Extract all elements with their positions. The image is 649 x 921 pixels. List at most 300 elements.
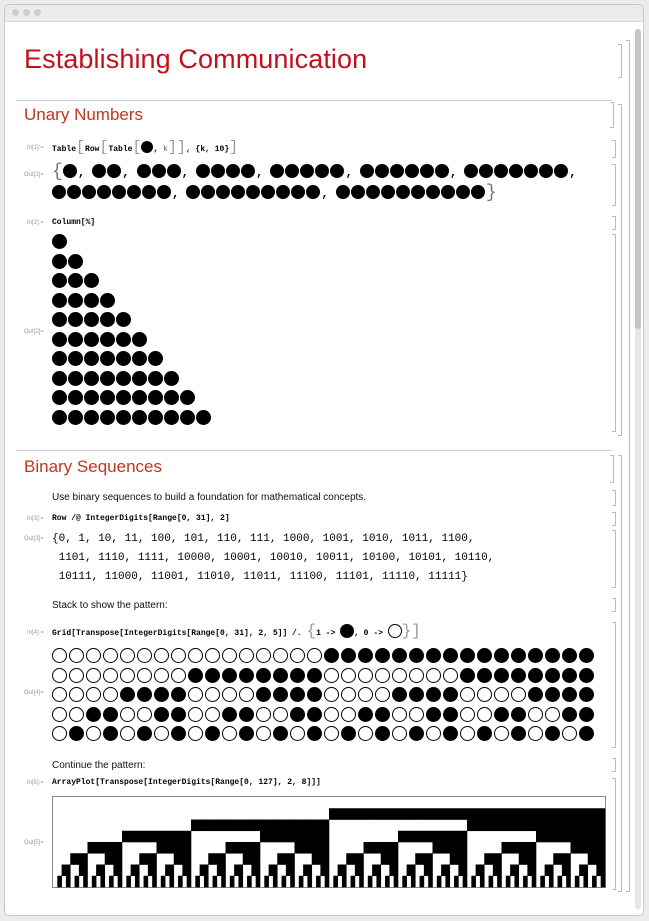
cell-bracket[interactable] <box>612 758 616 772</box>
plot-cell <box>381 842 386 854</box>
code-token: Table <box>52 145 77 154</box>
filled-disk <box>103 726 118 741</box>
plot-cell <box>545 808 550 820</box>
plot-cell <box>454 842 459 854</box>
filled-disk <box>222 707 237 722</box>
plot-cell <box>463 865 468 877</box>
hollow-circle <box>171 648 186 663</box>
section-title-unary: Unary Numbers <box>24 105 144 124</box>
filled-disk <box>127 185 141 199</box>
cell-bracket[interactable] <box>612 490 616 506</box>
plot-cell <box>307 876 312 888</box>
plot-cell <box>174 842 179 854</box>
cell-bracket[interactable] <box>612 216 616 230</box>
filled-disk <box>426 707 441 722</box>
plot-cell <box>506 820 511 832</box>
filled-disk <box>68 293 83 308</box>
hollow-circle <box>358 687 373 702</box>
plot-cell <box>70 853 75 865</box>
hollow-circle <box>120 668 135 683</box>
filled-disk <box>132 332 147 347</box>
plot-cell <box>394 842 399 854</box>
plot-cell <box>269 865 274 877</box>
filled-disk <box>84 293 99 308</box>
filled-disk <box>82 185 96 199</box>
plot-cell <box>592 820 597 832</box>
hollow-circle <box>341 668 356 683</box>
filled-disk <box>443 648 458 663</box>
plot-cell <box>549 831 554 843</box>
filled-disk-icon <box>340 624 354 638</box>
plot-cell <box>583 831 588 843</box>
plot-cell <box>471 876 476 888</box>
filled-disk <box>579 668 594 683</box>
plot-cell <box>303 831 308 843</box>
separator: , <box>345 166 360 180</box>
plot-cell <box>476 865 481 877</box>
cell-bracket[interactable] <box>612 512 616 526</box>
filled-disk <box>157 185 171 199</box>
output-cell-3[interactable] <box>52 530 494 587</box>
plot-cell <box>333 808 338 820</box>
hollow-circle <box>222 687 237 702</box>
plot-cell <box>549 865 554 877</box>
plot-cell <box>118 853 123 865</box>
filled-disk <box>358 707 373 722</box>
cell-bracket[interactable] <box>612 234 616 432</box>
hollow-circle <box>528 726 543 741</box>
hollow-circle <box>358 726 373 741</box>
plot-cell <box>152 876 157 888</box>
plot-cell <box>316 842 321 854</box>
filled-disk <box>375 164 389 178</box>
plot-cell <box>596 865 601 877</box>
plot-cell <box>282 831 287 843</box>
plot-cell <box>299 820 304 832</box>
plot-cell <box>256 865 261 877</box>
filled-disk <box>164 390 179 405</box>
plot-cell <box>514 876 519 888</box>
hollow-circle-icon <box>388 624 402 638</box>
text-cell-1[interactable]: Use binary sequences to build a foundation for mathematical concepts. <box>52 492 367 503</box>
input-cell-5[interactable]: ArrayPlot[Transpose[IntegerDigits[Range[0, 127], 2, 8]]] <box>52 778 321 787</box>
filled-disk <box>524 164 538 178</box>
filled-disk <box>68 390 83 405</box>
scrollbar-thumb[interactable] <box>635 29 641 329</box>
filled-disk <box>226 164 240 178</box>
plot-cell <box>458 853 463 865</box>
plot-cell <box>506 876 511 888</box>
hollow-circle <box>256 648 271 663</box>
hollow-circle <box>188 687 203 702</box>
hollow-circle <box>341 687 356 702</box>
group-bracket[interactable] <box>618 455 622 892</box>
hollow-circle <box>222 648 237 663</box>
cell-bracket[interactable] <box>612 164 616 206</box>
plot-cell <box>553 853 558 865</box>
plot-cell <box>484 853 489 865</box>
separator: , <box>321 187 336 201</box>
plot-cell <box>359 853 364 865</box>
minimize-window-button[interactable] <box>23 9 30 16</box>
cell-bracket[interactable] <box>612 140 616 158</box>
plot-cell <box>368 808 373 820</box>
filled-disk <box>137 726 152 741</box>
plot-cell <box>583 808 588 820</box>
hollow-circle <box>426 726 441 741</box>
output-cell-1[interactable] <box>52 162 592 204</box>
filled-disk <box>562 707 577 722</box>
plot-cell <box>264 820 269 832</box>
plot-cell <box>523 842 528 854</box>
plot-cell <box>545 831 550 843</box>
plot-cell <box>471 820 476 832</box>
array-plot[interactable] <box>52 796 606 888</box>
plot-cell <box>359 876 364 888</box>
plot-cell <box>402 876 407 888</box>
plot-cell <box>316 831 321 843</box>
input-label: In[2]:= <box>27 220 44 226</box>
hollow-circle <box>86 726 101 741</box>
hollow-circle <box>494 687 509 702</box>
plot-cell <box>290 831 295 843</box>
filled-disk <box>67 185 81 199</box>
hollow-circle <box>52 726 67 741</box>
plot-cell <box>126 831 131 843</box>
filled-disk <box>494 164 508 178</box>
filled-disk <box>116 390 131 405</box>
plot-cell <box>169 876 174 888</box>
column-row <box>52 234 212 254</box>
text-cell-3[interactable]: Continue the pattern: <box>52 760 146 771</box>
hollow-circle <box>222 726 237 741</box>
plot-cell <box>135 831 140 843</box>
plot-cell <box>519 853 524 865</box>
filled-disk <box>270 164 284 178</box>
vertical-scrollbar[interactable] <box>635 29 641 909</box>
cell-bracket[interactable] <box>612 598 616 612</box>
filled-disk <box>579 648 594 663</box>
plot-cell <box>256 876 261 888</box>
column-row <box>52 390 212 410</box>
plot-cell <box>247 876 252 888</box>
filled-disk <box>171 707 186 722</box>
filled-disk <box>256 668 271 683</box>
plot-cell <box>79 865 84 877</box>
plot-cell <box>303 865 308 877</box>
filled-disk <box>528 648 543 663</box>
filled-disk <box>273 687 288 702</box>
code-token: Grid[Transpose[IntegerDigits[Range[0, 31], 2, 5]] /. <box>52 629 307 638</box>
filled-disk <box>290 687 305 702</box>
plot-cell <box>264 876 269 888</box>
plot-cell <box>394 876 399 888</box>
filled-disk <box>239 668 254 683</box>
filled-disk <box>154 687 169 702</box>
filled-disk <box>84 332 99 347</box>
input-label: In[4]:= <box>27 630 44 636</box>
plot-cell <box>385 808 390 820</box>
plot-cell <box>588 808 593 820</box>
plot-cell <box>553 808 558 820</box>
plot-cell <box>372 842 377 854</box>
filled-disk <box>276 185 290 199</box>
plot-cell <box>256 853 261 865</box>
plot-cell <box>109 853 114 865</box>
unary-row <box>186 187 321 201</box>
plot-cell <box>441 842 446 854</box>
plot-cell <box>558 876 563 888</box>
plot-cell <box>588 842 593 854</box>
cell-bracket[interactable] <box>618 44 622 78</box>
plot-cell <box>527 820 532 832</box>
output-cell-4[interactable] <box>52 648 596 746</box>
filled-disk <box>256 687 271 702</box>
plot-cell <box>514 820 519 832</box>
plot-cell <box>519 820 524 832</box>
text-cell-2[interactable]: Stack to show the pattern: <box>52 600 168 611</box>
section-divider <box>16 100 612 101</box>
unary-row <box>63 166 78 180</box>
plot-cell <box>290 853 295 865</box>
hollow-circle <box>358 668 373 683</box>
output-line: {0, 1, 10, 11, 100, 101, 110, 111, 1000, 1001, 1010, 1011, 1100, <box>52 533 475 545</box>
plot-cell <box>238 865 243 877</box>
filled-disk <box>239 726 254 741</box>
filled-disk <box>188 668 203 683</box>
plot-cell <box>519 842 524 854</box>
plot-cell <box>441 865 446 877</box>
filled-disk <box>409 648 424 663</box>
plot-cell <box>208 853 213 865</box>
grid-row <box>52 726 596 746</box>
plot-cell <box>480 808 485 820</box>
hollow-circle <box>409 668 424 683</box>
column-row <box>52 273 212 293</box>
plot-cell <box>532 820 537 832</box>
plot-cell <box>411 808 416 820</box>
plot-cell <box>277 853 282 865</box>
hollow-circle <box>137 707 152 722</box>
hollow-circle <box>120 726 135 741</box>
hollow-circle <box>511 687 526 702</box>
plot-cell <box>441 808 446 820</box>
plot-cell <box>118 876 123 888</box>
plot-cell <box>204 865 209 877</box>
close-window-button[interactable] <box>12 9 19 16</box>
plot-cell <box>256 842 261 854</box>
separator: , <box>181 166 197 180</box>
filled-disk <box>307 687 322 702</box>
plot-cell <box>592 876 597 888</box>
plot-cell <box>463 831 468 843</box>
cell-bracket[interactable] <box>612 778 616 890</box>
input-cell-1[interactable]: Table[Row[Table[ , k]], {k, 10}] <box>52 139 239 156</box>
filled-disk <box>52 410 67 425</box>
plot-cell <box>376 808 381 820</box>
hollow-circle <box>120 707 135 722</box>
plot-cell <box>213 853 218 865</box>
filled-disk <box>52 312 67 327</box>
plot-cell <box>359 808 364 820</box>
plot-cell <box>100 865 105 877</box>
filled-disk <box>216 185 230 199</box>
plot-cell <box>256 820 261 832</box>
plot-cell <box>510 808 515 820</box>
filled-disk <box>443 687 458 702</box>
plot-cell <box>148 865 153 877</box>
filled-disk <box>167 164 181 178</box>
plot-cell <box>394 808 399 820</box>
plot-cell <box>338 865 343 877</box>
plot-cell <box>320 865 325 877</box>
filled-disk <box>511 707 526 722</box>
plot-cell <box>342 876 347 888</box>
plot-cell <box>174 853 179 865</box>
plot-cell <box>571 831 576 843</box>
section-title-binary: Binary Sequences <box>24 457 162 476</box>
plot-cell <box>230 820 235 832</box>
filled-disk <box>100 390 115 405</box>
plot-cell <box>394 853 399 865</box>
unary-row <box>360 166 450 180</box>
input-cell-3[interactable]: Row /@ IntegerDigits[Range[0, 31], 2] <box>52 514 230 523</box>
filled-disk <box>63 164 77 178</box>
filled-disk <box>477 668 492 683</box>
hollow-circle <box>69 668 84 683</box>
filled-disk <box>261 185 275 199</box>
plot-cell <box>182 865 187 877</box>
plot-cell <box>480 820 485 832</box>
plot-cell <box>398 808 403 820</box>
plot-cell <box>169 831 174 843</box>
plot-cell <box>601 842 606 854</box>
plot-cell <box>221 853 226 865</box>
cell-bracket[interactable] <box>610 455 614 483</box>
plot-cell <box>144 853 149 865</box>
plot-cell <box>295 842 300 854</box>
plot-cell <box>333 876 338 888</box>
plot-cell <box>273 876 278 888</box>
plot-cell <box>355 808 360 820</box>
filled-disk <box>494 707 509 722</box>
plot-cell <box>428 808 433 820</box>
filled-disk <box>68 410 83 425</box>
filled-disk <box>315 164 329 178</box>
filled-disk <box>132 371 147 386</box>
filled-disk <box>494 648 509 663</box>
plot-cell <box>411 876 416 888</box>
plot-cell <box>105 853 110 865</box>
output-cell-2[interactable] <box>52 234 212 429</box>
hollow-circle <box>409 707 424 722</box>
plot-cell <box>562 808 567 820</box>
output-label: Out[3]= <box>24 536 44 542</box>
plot-cell <box>307 831 312 843</box>
plot-cell <box>351 876 356 888</box>
plot-cell <box>83 865 88 877</box>
plot-cell <box>549 820 554 832</box>
plot-cell <box>484 808 489 820</box>
plot-cell <box>169 865 174 877</box>
hollow-circle <box>239 648 254 663</box>
plot-cell <box>489 876 494 888</box>
group-bracket[interactable] <box>618 104 622 436</box>
output-label: Out[5]= <box>24 840 44 846</box>
plot-cell <box>135 865 140 877</box>
plot-cell <box>566 820 571 832</box>
unary-row <box>270 166 345 180</box>
plot-cell <box>299 842 304 854</box>
filled-disk <box>196 410 211 425</box>
separator: , <box>569 166 577 180</box>
plot-cell <box>109 842 114 854</box>
plot-cell <box>540 831 545 843</box>
plot-cell <box>510 820 515 832</box>
plot-cell <box>126 876 131 888</box>
cell-bracket[interactable] <box>610 102 614 128</box>
hollow-circle <box>460 726 475 741</box>
output-label: Out[4]= <box>24 690 44 696</box>
filled-disk <box>441 185 455 199</box>
plot-cell <box>178 842 183 854</box>
plot-cell <box>178 876 183 888</box>
plot-cell <box>588 853 593 865</box>
plot-cell <box>307 865 312 877</box>
plot-cell <box>385 876 390 888</box>
plot-cell <box>273 820 278 832</box>
filled-disk <box>443 726 458 741</box>
plot-cell <box>66 865 71 877</box>
grid-row <box>52 648 596 668</box>
plot-cell <box>450 842 455 854</box>
input-cell-2[interactable]: Column[%] <box>52 218 96 227</box>
plot-cell <box>359 865 364 877</box>
filled-disk <box>116 410 131 425</box>
plot-cell <box>532 865 537 877</box>
title-bar <box>5 5 643 22</box>
plot-cell <box>579 820 584 832</box>
code-token: Row <box>85 145 100 154</box>
plot-cell <box>454 876 459 888</box>
input-cell-4[interactable]: Grid[Transpose[IntegerDigits[Range[0, 31], 2, 5]] /. {1 -> , 0 -> }] <box>52 622 421 640</box>
filled-disk <box>52 390 67 405</box>
cell-bracket[interactable] <box>612 622 616 748</box>
plot-cell <box>566 853 571 865</box>
plot-cell <box>208 820 213 832</box>
zoom-window-button[interactable] <box>34 9 41 16</box>
plot-cell <box>238 876 243 888</box>
hollow-circle <box>86 648 101 663</box>
plot-cell <box>601 853 606 865</box>
plot-cell <box>96 865 101 877</box>
hollow-circle <box>137 668 152 683</box>
filled-disk <box>273 668 288 683</box>
plot-cell <box>260 831 265 843</box>
filled-disk <box>477 726 492 741</box>
column-row <box>52 254 212 274</box>
plot-cell <box>562 853 567 865</box>
filled-disk <box>405 164 419 178</box>
plot-cell <box>596 831 601 843</box>
plot-cell <box>273 831 278 843</box>
hollow-circle <box>239 687 254 702</box>
hollow-circle <box>460 687 475 702</box>
cell-bracket[interactable] <box>612 530 616 588</box>
filled-disk <box>196 164 210 178</box>
group-bracket[interactable] <box>626 40 630 892</box>
plot-cell <box>226 820 231 832</box>
